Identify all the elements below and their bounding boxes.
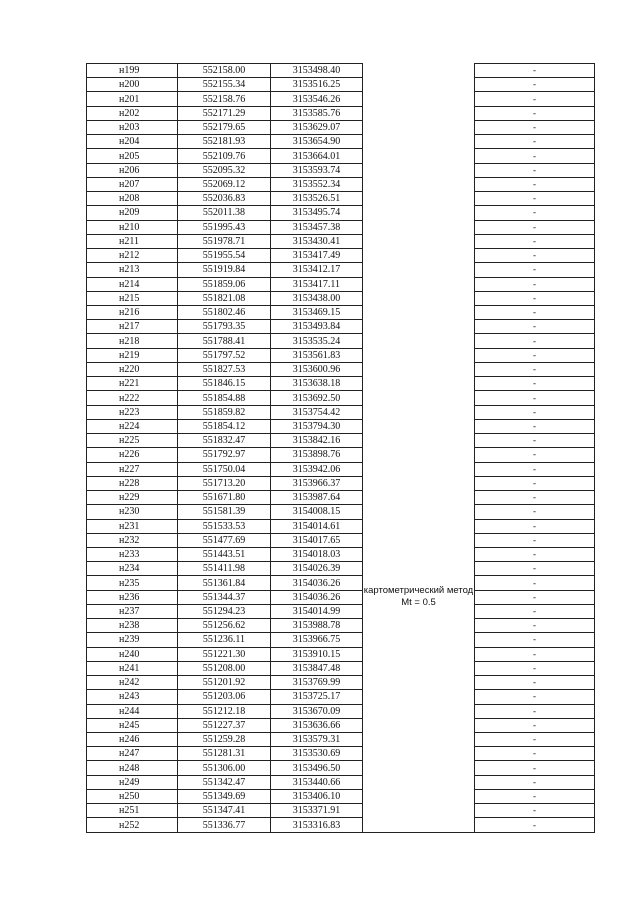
y-coordinate-cell: 3153535.24 bbox=[271, 334, 363, 348]
y-coordinate-cell: 3153725.17 bbox=[271, 690, 363, 704]
y-coordinate-cell: 3154014.61 bbox=[271, 519, 363, 533]
accuracy-cell: - bbox=[475, 320, 595, 334]
y-coordinate-cell: 3153526.51 bbox=[271, 192, 363, 206]
x-coordinate-cell: 551750.04 bbox=[178, 462, 271, 476]
point-name-cell: н229 bbox=[87, 491, 178, 505]
point-name-cell: н246 bbox=[87, 733, 178, 747]
table-row bbox=[87, 491, 595, 505]
point-name-cell: н222 bbox=[87, 391, 178, 405]
y-coordinate-cell: 3153942.06 bbox=[271, 462, 363, 476]
x-coordinate-cell: 551336.77 bbox=[178, 818, 271, 832]
accuracy-cell: - bbox=[475, 718, 595, 732]
point-name-cell: н251 bbox=[87, 804, 178, 818]
table-row bbox=[87, 419, 595, 433]
y-coordinate-cell: 3153754.42 bbox=[271, 405, 363, 419]
y-coordinate-cell: 3153585.76 bbox=[271, 106, 363, 120]
accuracy-cell: - bbox=[475, 419, 595, 433]
accuracy-cell: - bbox=[475, 676, 595, 690]
y-coordinate-cell: 3153430.41 bbox=[271, 234, 363, 248]
x-coordinate-cell: 552036.83 bbox=[178, 192, 271, 206]
point-name-cell: н215 bbox=[87, 291, 178, 305]
y-coordinate-cell: 3153316.83 bbox=[271, 818, 363, 832]
table-row bbox=[87, 163, 595, 177]
accuracy-cell: - bbox=[475, 434, 595, 448]
table-row bbox=[87, 690, 595, 704]
table-row bbox=[87, 747, 595, 761]
accuracy-cell: - bbox=[475, 448, 595, 462]
y-coordinate-cell: 3153440.66 bbox=[271, 775, 363, 789]
x-coordinate-cell: 551212.18 bbox=[178, 704, 271, 718]
point-name-cell: н220 bbox=[87, 362, 178, 376]
accuracy-cell: - bbox=[475, 761, 595, 775]
accuracy-cell: - bbox=[475, 163, 595, 177]
coordinates-table-body bbox=[87, 64, 595, 833]
accuracy-cell: - bbox=[475, 234, 595, 248]
table-row bbox=[87, 533, 595, 547]
x-coordinate-cell: 551281.31 bbox=[178, 747, 271, 761]
y-coordinate-cell: 3153496.50 bbox=[271, 761, 363, 775]
table-row bbox=[87, 220, 595, 234]
accuracy-cell: - bbox=[475, 92, 595, 106]
x-coordinate-cell: 551821.08 bbox=[178, 291, 271, 305]
x-coordinate-cell: 552179.65 bbox=[178, 120, 271, 134]
x-coordinate-cell: 551477.69 bbox=[178, 533, 271, 547]
point-name-cell: н231 bbox=[87, 519, 178, 533]
x-coordinate-cell: 552069.12 bbox=[178, 177, 271, 191]
x-coordinate-cell: 551854.12 bbox=[178, 419, 271, 433]
x-coordinate-cell: 551236.11 bbox=[178, 633, 271, 647]
y-coordinate-cell: 3154008.15 bbox=[271, 505, 363, 519]
y-coordinate-cell: 3153371.91 bbox=[271, 804, 363, 818]
accuracy-cell: - bbox=[475, 149, 595, 163]
x-coordinate-cell: 552158.00 bbox=[178, 64, 271, 78]
point-name-cell: н244 bbox=[87, 704, 178, 718]
table-row bbox=[87, 348, 595, 362]
y-coordinate-cell: 3153636.66 bbox=[271, 718, 363, 732]
accuracy-cell: - bbox=[475, 747, 595, 761]
y-coordinate-cell: 3153579.31 bbox=[271, 733, 363, 747]
accuracy-cell: - bbox=[475, 391, 595, 405]
coordinates-table bbox=[86, 63, 595, 833]
table-row bbox=[87, 434, 595, 448]
point-name-cell: н227 bbox=[87, 462, 178, 476]
point-name-cell: н209 bbox=[87, 206, 178, 220]
point-name-cell: н228 bbox=[87, 476, 178, 490]
point-name-cell: н224 bbox=[87, 419, 178, 433]
point-name-cell: н205 bbox=[87, 149, 178, 163]
accuracy-cell: - bbox=[475, 377, 595, 391]
table-row bbox=[87, 519, 595, 533]
point-name-cell: н242 bbox=[87, 676, 178, 690]
y-coordinate-cell: 3153438.00 bbox=[271, 291, 363, 305]
y-coordinate-cell: 3154036.26 bbox=[271, 576, 363, 590]
y-coordinate-cell: 3153561.83 bbox=[271, 348, 363, 362]
y-coordinate-cell: 3154014.99 bbox=[271, 604, 363, 618]
y-coordinate-cell: 3153493.84 bbox=[271, 320, 363, 334]
y-coordinate-cell: 3153593.74 bbox=[271, 163, 363, 177]
point-name-cell: н218 bbox=[87, 334, 178, 348]
table-row bbox=[87, 305, 595, 319]
table-row bbox=[87, 377, 595, 391]
table-row bbox=[87, 263, 595, 277]
x-coordinate-cell: 551443.51 bbox=[178, 547, 271, 561]
point-name-cell: н230 bbox=[87, 505, 178, 519]
table-row bbox=[87, 661, 595, 675]
table-row bbox=[87, 206, 595, 220]
y-coordinate-cell: 3153516.25 bbox=[271, 78, 363, 92]
y-coordinate-cell: 3153842.16 bbox=[271, 434, 363, 448]
point-name-cell: н234 bbox=[87, 562, 178, 576]
y-coordinate-cell: 3153629.07 bbox=[271, 120, 363, 134]
accuracy-cell: - bbox=[475, 619, 595, 633]
table-row bbox=[87, 562, 595, 576]
accuracy-cell: - bbox=[475, 177, 595, 191]
point-name-cell: н207 bbox=[87, 177, 178, 191]
y-coordinate-cell: 3154017.65 bbox=[271, 533, 363, 547]
method-cell: картометрический метод Mt = 0.5 bbox=[363, 362, 475, 832]
x-coordinate-cell: 551854.88 bbox=[178, 391, 271, 405]
x-coordinate-cell: 551792.97 bbox=[178, 448, 271, 462]
point-name-cell: н216 bbox=[87, 305, 178, 319]
accuracy-cell: - bbox=[475, 263, 595, 277]
x-coordinate-cell: 551846.15 bbox=[178, 377, 271, 391]
accuracy-cell: - bbox=[475, 64, 595, 78]
point-name-cell: н219 bbox=[87, 348, 178, 362]
point-name-cell: н211 bbox=[87, 234, 178, 248]
table-row bbox=[87, 818, 595, 832]
x-coordinate-cell: 551227.37 bbox=[178, 718, 271, 732]
y-coordinate-cell: 3153406.10 bbox=[271, 789, 363, 803]
accuracy-cell: - bbox=[475, 562, 595, 576]
accuracy-cell: - bbox=[475, 818, 595, 832]
accuracy-cell: - bbox=[475, 804, 595, 818]
y-coordinate-cell: 3153910.15 bbox=[271, 647, 363, 661]
x-coordinate-cell: 551955.54 bbox=[178, 249, 271, 263]
accuracy-cell: - bbox=[475, 733, 595, 747]
x-coordinate-cell: 551294.23 bbox=[178, 604, 271, 618]
point-name-cell: н204 bbox=[87, 135, 178, 149]
x-coordinate-cell: 551832.47 bbox=[178, 434, 271, 448]
point-name-cell: н200 bbox=[87, 78, 178, 92]
table-row bbox=[87, 604, 595, 618]
table-row bbox=[87, 647, 595, 661]
y-coordinate-cell: 3153530.69 bbox=[271, 747, 363, 761]
table-row bbox=[87, 149, 595, 163]
point-name-cell: н240 bbox=[87, 647, 178, 661]
point-name-cell: н212 bbox=[87, 249, 178, 263]
x-coordinate-cell: 551713.20 bbox=[178, 476, 271, 490]
accuracy-cell: - bbox=[475, 291, 595, 305]
point-name-cell: н201 bbox=[87, 92, 178, 106]
accuracy-cell: - bbox=[475, 775, 595, 789]
y-coordinate-cell: 3153847.48 bbox=[271, 661, 363, 675]
accuracy-cell: - bbox=[475, 647, 595, 661]
y-coordinate-cell: 3153769.99 bbox=[271, 676, 363, 690]
point-name-cell: н237 bbox=[87, 604, 178, 618]
point-name-cell: н206 bbox=[87, 163, 178, 177]
x-coordinate-cell: 551978.71 bbox=[178, 234, 271, 248]
x-coordinate-cell: 552109.76 bbox=[178, 149, 271, 163]
x-coordinate-cell: 551221.30 bbox=[178, 647, 271, 661]
table-row bbox=[87, 192, 595, 206]
x-coordinate-cell: 551533.53 bbox=[178, 519, 271, 533]
x-coordinate-cell: 551342.47 bbox=[178, 775, 271, 789]
point-name-cell: н210 bbox=[87, 220, 178, 234]
point-name-cell: н243 bbox=[87, 690, 178, 704]
table-row bbox=[87, 234, 595, 248]
x-coordinate-cell: 551361.84 bbox=[178, 576, 271, 590]
x-coordinate-cell: 551306.00 bbox=[178, 761, 271, 775]
point-name-cell: н232 bbox=[87, 533, 178, 547]
accuracy-cell: - bbox=[475, 476, 595, 490]
accuracy-cell: - bbox=[475, 277, 595, 291]
table-row bbox=[87, 633, 595, 647]
table-row bbox=[87, 718, 595, 732]
y-coordinate-cell: 3153794.30 bbox=[271, 419, 363, 433]
point-name-cell: н241 bbox=[87, 661, 178, 675]
y-coordinate-cell: 3154018.03 bbox=[271, 547, 363, 561]
accuracy-cell: - bbox=[475, 206, 595, 220]
y-coordinate-cell: 3153552.34 bbox=[271, 177, 363, 191]
x-coordinate-cell: 551259.28 bbox=[178, 733, 271, 747]
accuracy-cell: - bbox=[475, 661, 595, 675]
table-row bbox=[87, 64, 595, 78]
table-row bbox=[87, 391, 595, 405]
x-coordinate-cell: 552158.76 bbox=[178, 92, 271, 106]
x-coordinate-cell: 551203.06 bbox=[178, 690, 271, 704]
point-name-cell: н208 bbox=[87, 192, 178, 206]
table-row bbox=[87, 177, 595, 191]
point-name-cell: н250 bbox=[87, 789, 178, 803]
point-name-cell: н226 bbox=[87, 448, 178, 462]
table-row bbox=[87, 106, 595, 120]
table-row bbox=[87, 277, 595, 291]
accuracy-cell: - bbox=[475, 348, 595, 362]
point-name-cell: н247 bbox=[87, 747, 178, 761]
point-name-cell: н248 bbox=[87, 761, 178, 775]
accuracy-cell: - bbox=[475, 789, 595, 803]
table-row bbox=[87, 789, 595, 803]
y-coordinate-cell: 3153638.18 bbox=[271, 377, 363, 391]
point-name-cell: н214 bbox=[87, 277, 178, 291]
x-coordinate-cell: 551256.62 bbox=[178, 619, 271, 633]
table-row bbox=[87, 547, 595, 561]
point-name-cell: н217 bbox=[87, 320, 178, 334]
accuracy-cell: - bbox=[475, 576, 595, 590]
accuracy-cell: - bbox=[475, 78, 595, 92]
table-row bbox=[87, 804, 595, 818]
x-coordinate-cell: 551581.39 bbox=[178, 505, 271, 519]
y-coordinate-cell: 3153692.50 bbox=[271, 391, 363, 405]
point-name-cell: н221 bbox=[87, 377, 178, 391]
point-name-cell: н199 bbox=[87, 64, 178, 78]
table-row bbox=[87, 334, 595, 348]
point-name-cell: н213 bbox=[87, 263, 178, 277]
y-coordinate-cell: 3153988.78 bbox=[271, 619, 363, 633]
accuracy-cell: - bbox=[475, 305, 595, 319]
y-coordinate-cell: 3153600.96 bbox=[271, 362, 363, 376]
x-coordinate-cell: 551788.41 bbox=[178, 334, 271, 348]
table-row bbox=[87, 362, 595, 376]
accuracy-cell: - bbox=[475, 491, 595, 505]
table-row bbox=[87, 775, 595, 789]
x-coordinate-cell: 551347.41 bbox=[178, 804, 271, 818]
table-row bbox=[87, 249, 595, 263]
point-name-cell: н203 bbox=[87, 120, 178, 134]
y-coordinate-cell: 3154026.39 bbox=[271, 562, 363, 576]
accuracy-cell: - bbox=[475, 362, 595, 376]
accuracy-cell: - bbox=[475, 590, 595, 604]
table-row bbox=[87, 576, 595, 590]
y-coordinate-cell: 3153654.90 bbox=[271, 135, 363, 149]
accuracy-cell: - bbox=[475, 604, 595, 618]
accuracy-cell: - bbox=[475, 633, 595, 647]
point-name-cell: н225 bbox=[87, 434, 178, 448]
y-coordinate-cell: 3153987.64 bbox=[271, 491, 363, 505]
point-name-cell: н202 bbox=[87, 106, 178, 120]
x-coordinate-cell: 551859.06 bbox=[178, 277, 271, 291]
accuracy-cell: - bbox=[475, 106, 595, 120]
x-coordinate-cell: 551349.69 bbox=[178, 789, 271, 803]
y-coordinate-cell: 3153495.74 bbox=[271, 206, 363, 220]
table-row bbox=[87, 761, 595, 775]
x-coordinate-cell: 551995.43 bbox=[178, 220, 271, 234]
x-coordinate-cell: 551208.00 bbox=[178, 661, 271, 675]
accuracy-cell: - bbox=[475, 135, 595, 149]
y-coordinate-cell: 3153546.26 bbox=[271, 92, 363, 106]
x-coordinate-cell: 551201.92 bbox=[178, 676, 271, 690]
y-coordinate-cell: 3153469.15 bbox=[271, 305, 363, 319]
table-row bbox=[87, 120, 595, 134]
accuracy-cell: - bbox=[475, 192, 595, 206]
x-coordinate-cell: 552095.32 bbox=[178, 163, 271, 177]
x-coordinate-cell: 552155.34 bbox=[178, 78, 271, 92]
y-coordinate-cell: 3153898.76 bbox=[271, 448, 363, 462]
table-row bbox=[87, 405, 595, 419]
x-coordinate-cell: 552181.93 bbox=[178, 135, 271, 149]
accuracy-cell: - bbox=[475, 220, 595, 234]
y-coordinate-cell: 3153670.09 bbox=[271, 704, 363, 718]
x-coordinate-cell: 551793.35 bbox=[178, 320, 271, 334]
table-row bbox=[87, 505, 595, 519]
table-row bbox=[87, 92, 595, 106]
table-row bbox=[87, 291, 595, 305]
y-coordinate-cell: 3153966.75 bbox=[271, 633, 363, 647]
point-name-cell: н238 bbox=[87, 619, 178, 633]
table-row bbox=[87, 704, 595, 718]
point-name-cell: н236 bbox=[87, 590, 178, 604]
y-coordinate-cell: 3153417.11 bbox=[271, 277, 363, 291]
x-coordinate-cell: 552011.38 bbox=[178, 206, 271, 220]
x-coordinate-cell: 551859.82 bbox=[178, 405, 271, 419]
y-coordinate-cell: 3153412.17 bbox=[271, 263, 363, 277]
point-name-cell: н233 bbox=[87, 547, 178, 561]
y-coordinate-cell: 3153498.40 bbox=[271, 64, 363, 78]
table-row bbox=[87, 676, 595, 690]
accuracy-cell: - bbox=[475, 519, 595, 533]
table-row bbox=[87, 448, 595, 462]
point-name-cell: н239 bbox=[87, 633, 178, 647]
accuracy-cell: - bbox=[475, 547, 595, 561]
accuracy-cell: - bbox=[475, 704, 595, 718]
point-name-cell: н252 bbox=[87, 818, 178, 832]
x-coordinate-cell: 551919.84 bbox=[178, 263, 271, 277]
y-coordinate-cell: 3153664.01 bbox=[271, 149, 363, 163]
table-row bbox=[87, 619, 595, 633]
accuracy-cell: - bbox=[475, 533, 595, 547]
y-coordinate-cell: 3153417.49 bbox=[271, 249, 363, 263]
method-cell-upper bbox=[363, 64, 475, 363]
table-row bbox=[87, 733, 595, 747]
table-row bbox=[87, 590, 595, 604]
table-row bbox=[87, 476, 595, 490]
x-coordinate-cell: 551797.52 bbox=[178, 348, 271, 362]
accuracy-cell: - bbox=[475, 120, 595, 134]
point-name-cell: н235 bbox=[87, 576, 178, 590]
x-coordinate-cell: 551671.80 bbox=[178, 491, 271, 505]
accuracy-cell: - bbox=[475, 505, 595, 519]
point-name-cell: н245 bbox=[87, 718, 178, 732]
table-row bbox=[87, 135, 595, 149]
table-row bbox=[87, 78, 595, 92]
x-coordinate-cell: 551827.53 bbox=[178, 362, 271, 376]
accuracy-cell: - bbox=[475, 405, 595, 419]
x-coordinate-cell: 552171.29 bbox=[178, 106, 271, 120]
accuracy-cell: - bbox=[475, 690, 595, 704]
point-name-cell: н249 bbox=[87, 775, 178, 789]
x-coordinate-cell: 551344.37 bbox=[178, 590, 271, 604]
table-row bbox=[87, 320, 595, 334]
table-row bbox=[87, 462, 595, 476]
point-name-cell: н223 bbox=[87, 405, 178, 419]
accuracy-cell: - bbox=[475, 334, 595, 348]
x-coordinate-cell: 551802.46 bbox=[178, 305, 271, 319]
y-coordinate-cell: 3153457.38 bbox=[271, 220, 363, 234]
accuracy-cell: - bbox=[475, 462, 595, 476]
y-coordinate-cell: 3153966.37 bbox=[271, 476, 363, 490]
x-coordinate-cell: 551411.98 bbox=[178, 562, 271, 576]
y-coordinate-cell: 3154036.26 bbox=[271, 590, 363, 604]
accuracy-cell: - bbox=[475, 249, 595, 263]
